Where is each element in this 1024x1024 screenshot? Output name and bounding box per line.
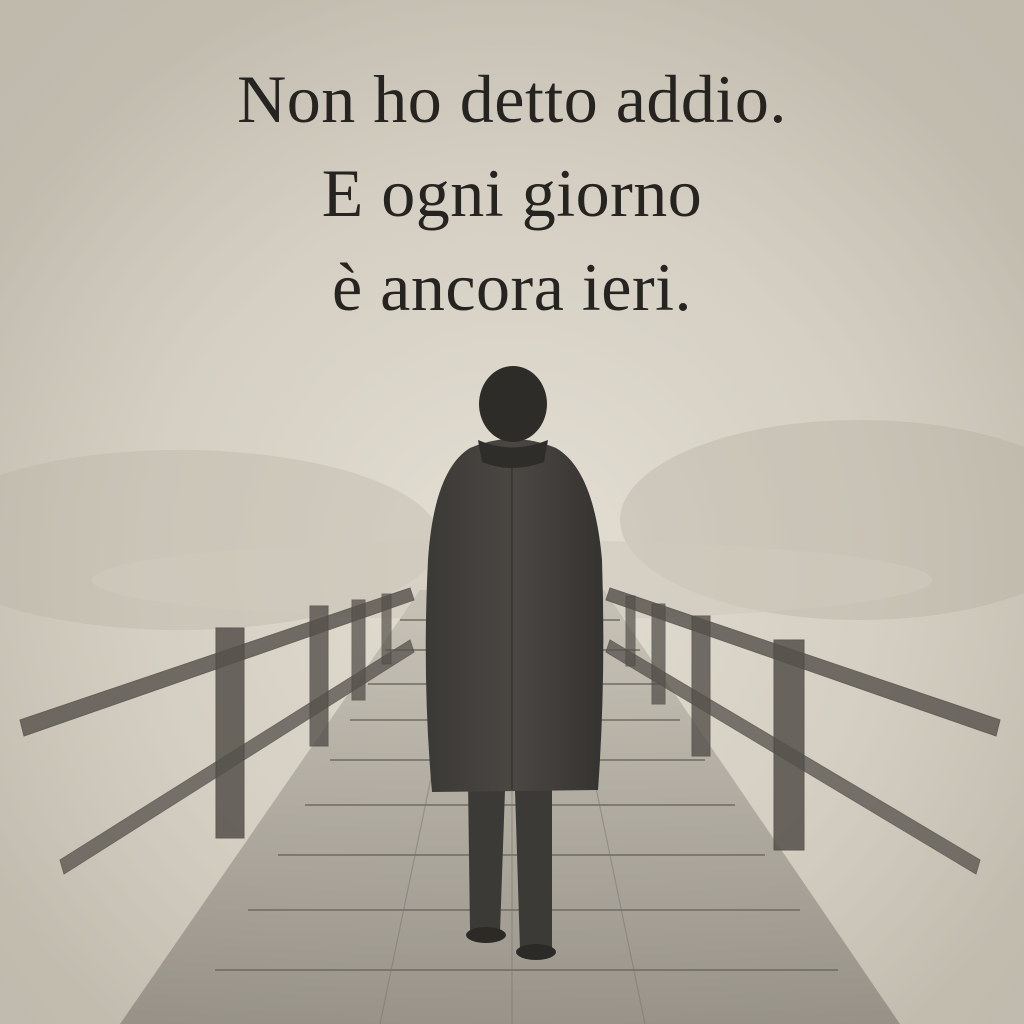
quote-line-1: Non ho detto addio.: [237, 61, 787, 137]
quote-line-3: è ancora ieri.: [332, 249, 692, 325]
quote-line-2: E ogni giorno: [321, 155, 703, 231]
quote-text: [0, 52, 1024, 334]
